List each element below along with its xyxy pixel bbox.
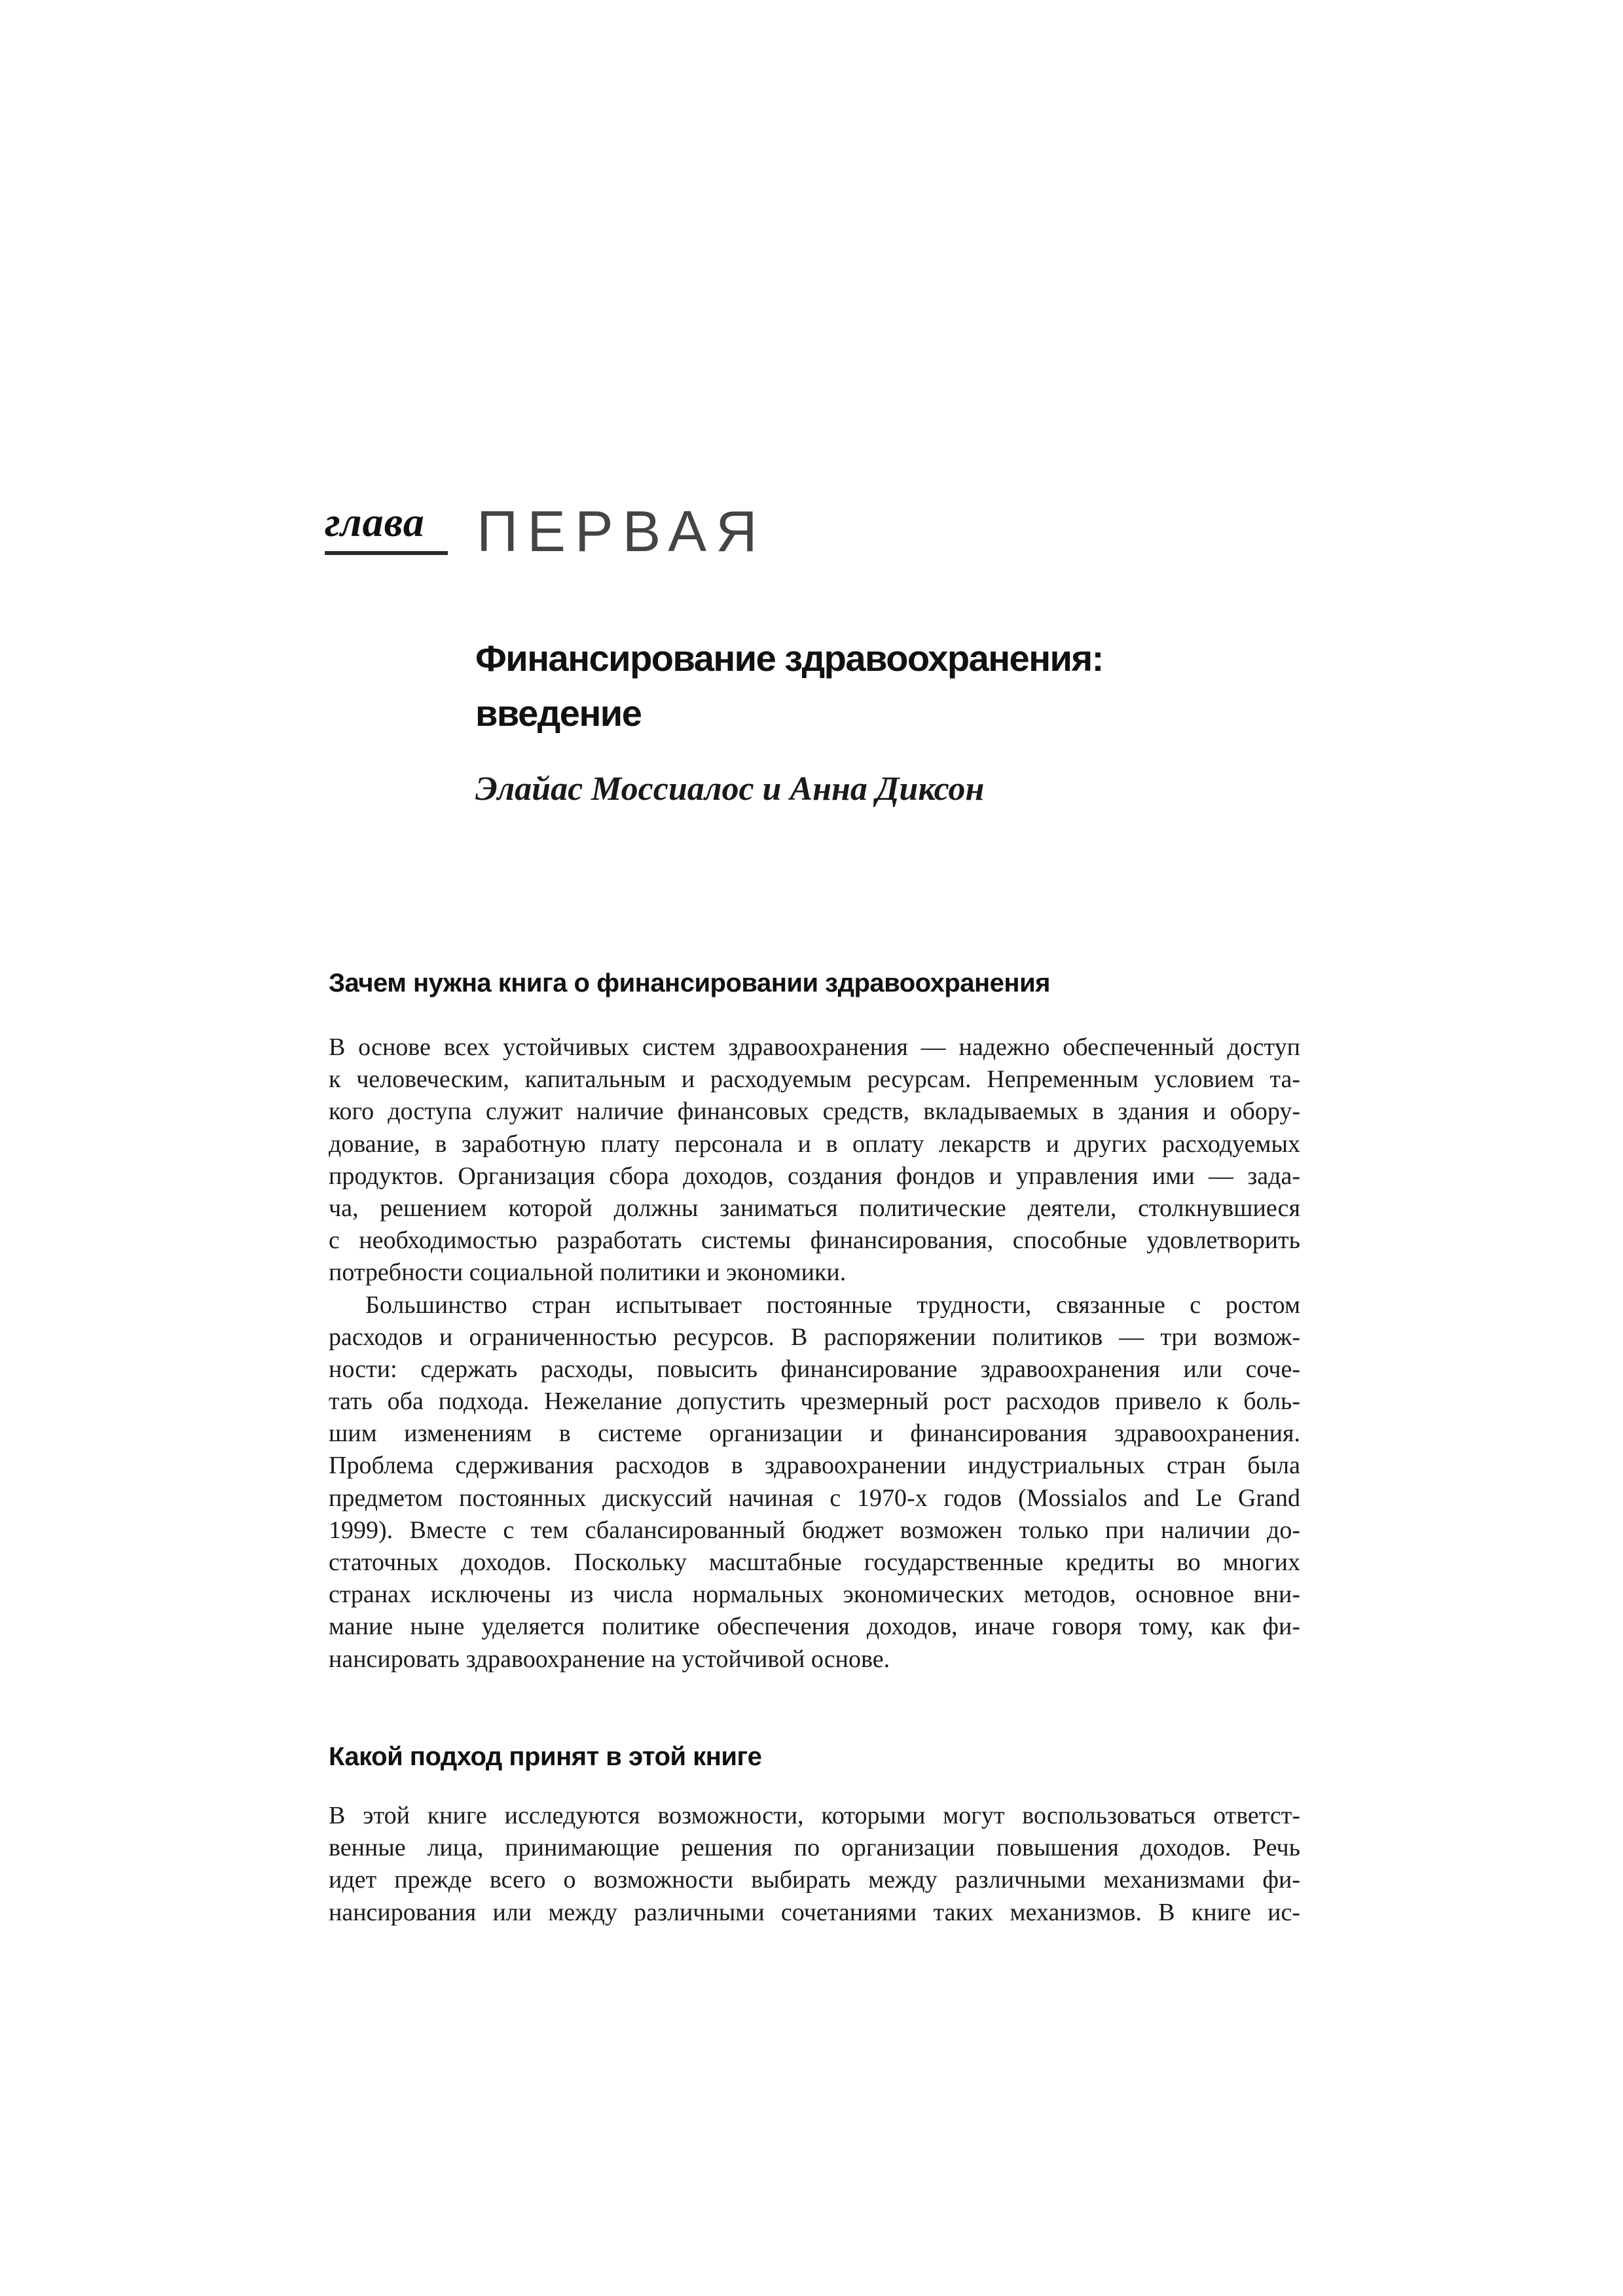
- body-line: нансирования или между различными сочетаниями таких механизмов. В книге ис-: [329, 1898, 1300, 1926]
- body-line: с необходимостью разработать системы финансирования, способные удовлетворить: [329, 1227, 1300, 1255]
- body-line: идет прежде всего о возможности выбирать между различными механизмами фи-: [329, 1866, 1300, 1894]
- chapter-title-line-1: Финансирование здравоохранения:: [475, 637, 1103, 679]
- body-line: продуктов. Организация сбора доходов, создания фондов и управления ими — зада-: [329, 1162, 1300, 1190]
- body-line: В основе всех устойчивых систем здравоохранения — надежно обеспеченный доступ: [329, 1033, 1300, 1061]
- body-line: шим изменениям в системе организации и финансирования здравоохранения.: [329, 1420, 1300, 1448]
- chapter-word: глава: [325, 499, 425, 545]
- body-line: ности: сдержать расходы, повысить финансирование здравоохранения или сочe-: [329, 1355, 1300, 1383]
- chapter-label: [325, 499, 979, 571]
- body-line: венные лица, принимающие решения по организации повышения доходов. Речь: [329, 1834, 1300, 1862]
- body-line: расходов и ограниченностью ресурсов. В распоряжении политиков — три возмож-: [329, 1323, 1300, 1351]
- body-line: странах исключены из числа нормальных экономических методов, основное вни-: [329, 1581, 1300, 1609]
- body-line: статочных доходов. Поскольку масштабные государственные кредиты во многих: [329, 1549, 1300, 1576]
- body-line: 1999). Вместе с тем сбалансированный бюджет возможен только при наличии до-: [329, 1516, 1300, 1544]
- body-line: предметом постоянных дискуссий начиная с 1970-х годов (Mossialos and Le Grand: [329, 1484, 1300, 1512]
- section-body-why-book: [329, 1031, 1300, 1676]
- body-line: ча, решением которой должны заниматься политические деятели, столкнувшиеся: [329, 1194, 1300, 1222]
- body-line: Большинство стран испытывает постоянные трудности, связанные с ростом: [365, 1291, 1300, 1319]
- chapter-title: [475, 631, 1326, 741]
- body-line: тать оба подхода. Нежелание допустить чрезмерный рост расходов привело к боль-: [329, 1388, 1300, 1416]
- body-line: кого доступа служит наличие финансовых средств, вкладываемых в здания и обору-: [329, 1098, 1300, 1126]
- body-line: нансировать здравоохранение на устойчивой основе.: [329, 1645, 890, 1673]
- body-line: дование, в заработную плату персонала и в оплату лекарств и других расходуемых: [329, 1130, 1300, 1158]
- chapter-number: ПЕРВАЯ: [477, 499, 767, 564]
- section-heading-why-book: Зачем нужна книга о финансировании здравоохранения: [329, 969, 1050, 997]
- authors: Элайас Моссиалос и Анна Диксон: [475, 770, 985, 808]
- section-body-approach: [329, 1800, 1300, 1929]
- body-line: В этой книге исследуются возможности, которыми могут воспользоваться ответст-: [329, 1802, 1300, 1829]
- body-line: к человеческим, капитальным и расходуемым ресурсам. Непременным условием та-: [329, 1066, 1300, 1094]
- chapter-title-line-2: введение: [475, 692, 642, 734]
- body-line: мание ныне уделяется политике обеспечения доходов, иначе говоря тому, как фи-: [329, 1613, 1300, 1641]
- chapter-rule: [325, 551, 448, 555]
- body-line: Проблема сдерживания расходов в здравоохранении индустриальных стран была: [329, 1452, 1300, 1480]
- section-heading-approach: Какой подход принят в этой книге: [329, 1742, 762, 1771]
- body-line: потребности социальной политики и экономики.: [329, 1259, 847, 1287]
